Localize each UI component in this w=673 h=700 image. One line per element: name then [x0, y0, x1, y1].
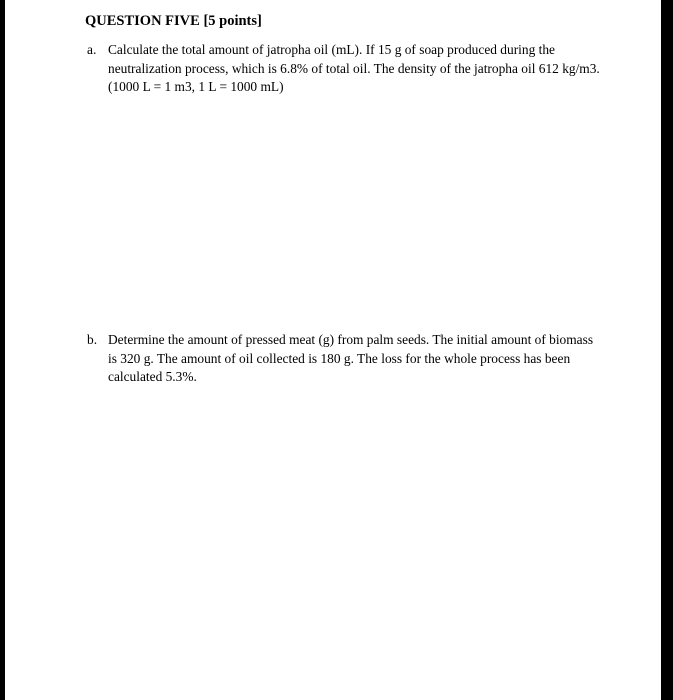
question-text: [108, 331, 607, 387]
question-line: Calculate the total amount of jatropha oil (mL). If 15 g of soap produced during the: [108, 42, 555, 57]
question-text: [108, 41, 607, 97]
document-page: [5, 0, 661, 700]
question-part-b: [87, 331, 607, 387]
question-line: (1000 L = 1 m3, 1 L = 1000 mL): [108, 79, 284, 94]
question-heading: QUESTION FIVE [5 points]: [85, 13, 262, 29]
question-line: Determine the amount of pressed meat (g) from palm seeds. The initial amount of biomass: [108, 332, 594, 347]
question-marker: a.: [87, 42, 97, 57]
question-line: is 320 g. The amount of oil collected is 180 g. The loss for the whole process has been: [108, 350, 571, 366]
question-line: neutralization process, which is 6.8% of total oil. The density of the jatropha oil 612 kg/m3.: [108, 60, 600, 76]
question-line: calculated 5.3%.: [108, 369, 197, 384]
question-marker: b.: [87, 332, 98, 347]
question-part-a: [87, 41, 607, 97]
